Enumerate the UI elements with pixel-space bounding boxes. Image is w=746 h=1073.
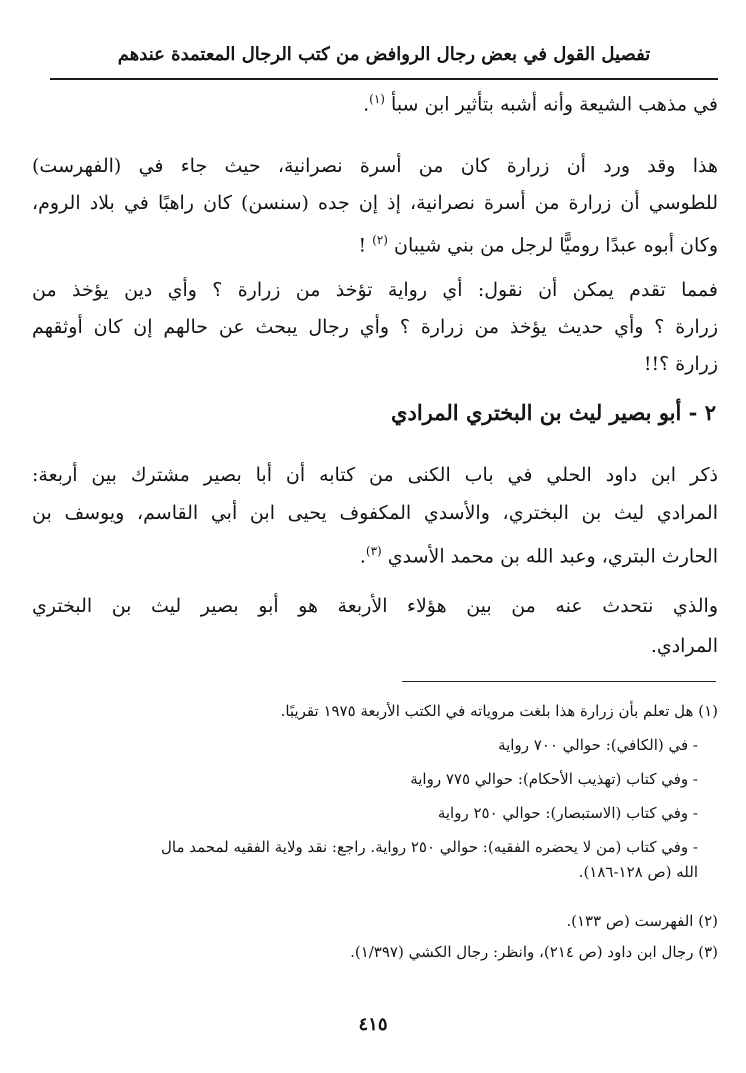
paragraph-2-line-3: [32, 222, 718, 264]
paragraph-3: [32, 272, 718, 383]
paragraph-5-line-2: المرادي.: [650, 635, 718, 657]
footnote-separator: [402, 681, 716, 682]
footnote-ref-1: (١): [369, 92, 385, 106]
footnote-1-line-3: - وفي كتاب (تهذيب الأحكام): حوالي ٧٧٥ رواية: [410, 770, 698, 788]
paragraph-5: [32, 586, 718, 666]
footnote-1: [34, 694, 718, 885]
paragraph-1-text: في مذهب الشيعة وأنه أشبه بتأثير ابن سبأ: [391, 93, 718, 116]
paragraph-4: [32, 456, 718, 575]
paragraph-3-line-3: زرارة ؟!!: [643, 353, 718, 375]
footnote-3: (٣) رجال ابن داود (ص ٢١٤)، وانظر: رجال الكشي (١/٣٩٧).: [350, 943, 718, 961]
footnote-1-line-6: الله (ص ١٢٨-١٨٦).: [578, 863, 698, 881]
paragraph-4-line-3-text: الحارث البتري، وعبد الله بن محمد الأسدي: [387, 545, 718, 568]
running-header: [50, 30, 718, 80]
paragraph-3-line-1: فمما تقدم يمكن أن نقول: أي رواية تؤخذ من زرارة ؟ وأي دين يؤخذ من: [32, 279, 718, 301]
footnote-2: (٢) الفهرست (ص ١٣٣).: [566, 912, 718, 930]
paragraph-2-end: !: [358, 234, 373, 257]
footnote-1-line-5: - وفي كتاب (من لا يحضره الفقيه): حوالي ٢٥٠ رواية. راجع: نقد ولاية الفقيه لمحمد مال: [160, 838, 698, 856]
paragraph-3-line-2: زرارة ؟ وأي حديث يؤخذ من زرارة ؟ وأي رجال يبحث عن حالهم إن كان أوثقهم: [32, 316, 718, 338]
paragraph-4-line-1: ذكر ابن داود الحلي في باب الكنى من كتابه أن أبا بصير مشترك بين أربعة:: [32, 464, 718, 486]
paragraph-1-end: .: [363, 93, 370, 116]
paragraph-2-line-1: هذا وقد ورد أن زرارة كان من أسرة نصرانية، حيث جاء في (الفهرست): [32, 155, 718, 177]
paragraph-4-end: .: [359, 545, 366, 568]
paragraph-1: [32, 92, 718, 115]
page-number: ٤١٥: [358, 1014, 388, 1035]
footnote-1-line-4: - وفي كتاب (الاستبصار): حوالي ٢٥٠ رواية: [437, 804, 698, 822]
running-header-title: تفصيل القول في بعض رجال الروافض من كتب الرجال المعتمدة عندهم: [117, 44, 651, 65]
footnote-ref-3: (٣): [365, 544, 382, 558]
footnote-1-line-1: (١) هل تعلم بأن زرارة هذا بلغت مروياته في الكتب الأربعة ١٩٧٥ تقريبًا.: [280, 702, 718, 720]
paragraph-5-line-1: والذي نتحدث عنه من بين هؤلاء الأربعة هو أبو بصير ليث بن البختري: [32, 595, 718, 617]
section-heading: ٢ - أبو بصير ليث بن البختري المرادي: [391, 400, 716, 425]
paragraph-2: [32, 148, 718, 264]
footnote-1-line-2: - في (الكافي): حوالي ٧٠٠ رواية: [498, 736, 698, 754]
paragraph-2-line-2: للطوسي أن زرارة من أسرة نصرانية، إذ إن جده (سنسن) كان راهبًا في بلاد الروم،: [32, 192, 718, 214]
paragraph-4-line-3: [32, 532, 718, 575]
footnote-ref-2: (٢): [372, 233, 388, 247]
paragraph-2-line-3-text: وكان أبوه عبدًا روميًّا لرجل من بني شيبان: [394, 234, 718, 257]
paragraph-1-line-1: [32, 92, 718, 115]
paragraph-4-line-2: المرادي ليث بن البختري، والأسدي المكفوف يحيى ابن أبي القاسم، ويوسف بن: [32, 502, 718, 524]
